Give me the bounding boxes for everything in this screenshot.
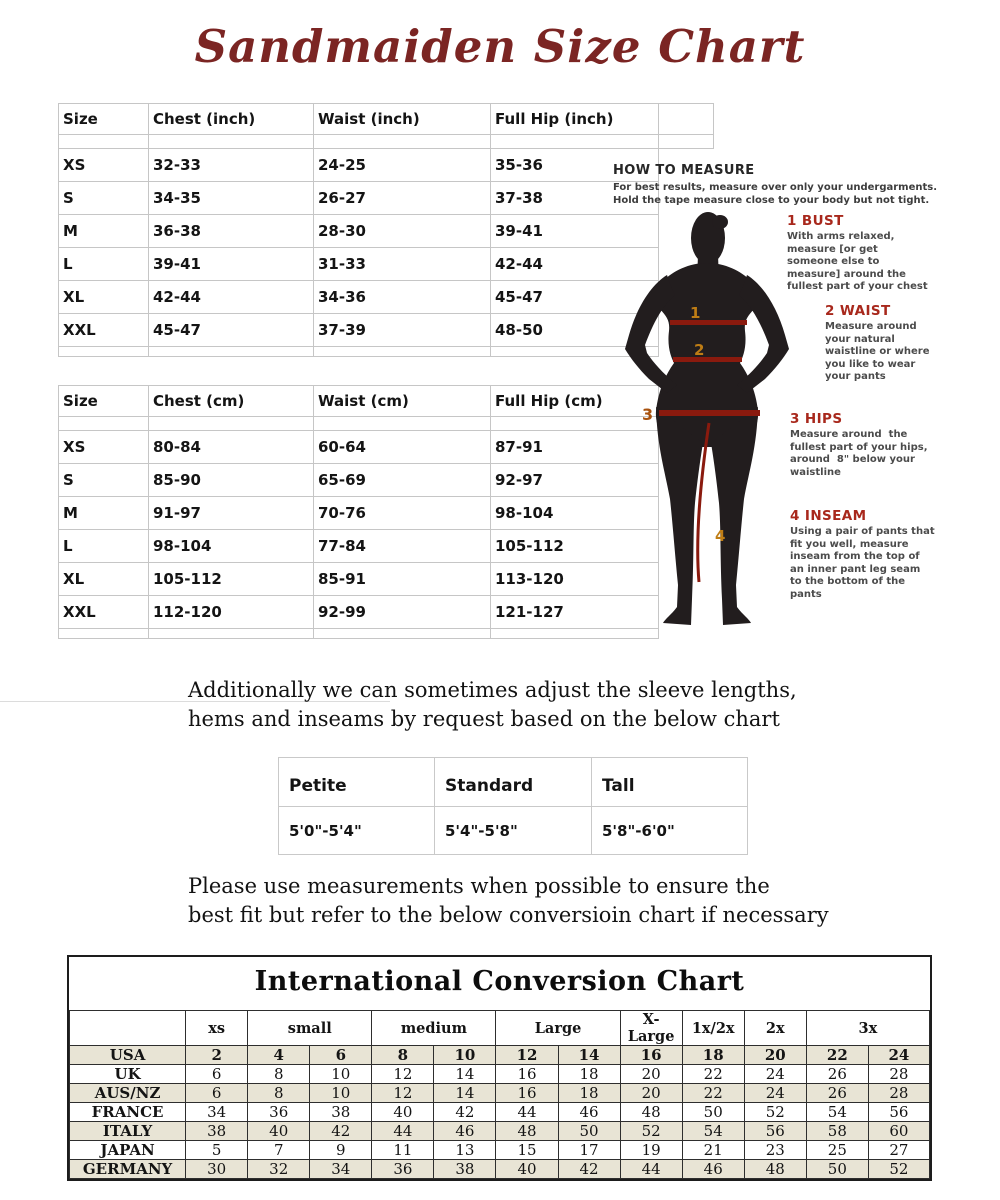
size-value-cell: 18: [558, 1084, 620, 1103]
country-label: ITALY: [70, 1122, 186, 1141]
size-value-cell: 16: [620, 1046, 682, 1065]
size-value-cell: 38: [310, 1103, 372, 1122]
step-name: BUST: [801, 213, 844, 229]
step-number: 2: [825, 303, 835, 319]
spacer-cell: [59, 347, 149, 357]
size-value-cell: 54: [682, 1122, 744, 1141]
text-line: Using a pair of pants that: [790, 526, 935, 537]
column-header: Waist (inch): [314, 104, 491, 135]
text-line: fullest part of your chest: [787, 281, 928, 292]
header-row: [59, 104, 714, 135]
size-group-header: 1x/2x: [682, 1011, 744, 1046]
size-cell: 70-76: [314, 497, 491, 530]
text-line: inseam from the top of: [790, 551, 920, 562]
spacer-cell: [314, 629, 491, 639]
size-cell: 31-33: [314, 248, 491, 281]
size-cell: XS: [59, 431, 149, 464]
column-header: Chest (inch): [149, 104, 314, 135]
size-group-header: xs: [186, 1011, 248, 1046]
text-line: Hold the tape measure close to your body but not tight.: [613, 195, 930, 206]
step-inseam-text: [790, 526, 950, 601]
step-number: 1: [787, 213, 797, 229]
size-cell: S: [59, 464, 149, 497]
size-value-cell: 10: [434, 1046, 496, 1065]
size-value-cell: 14: [434, 1084, 496, 1103]
size-value-cell: 7: [248, 1141, 310, 1160]
column-header: Size: [59, 104, 149, 135]
size-value-cell: 18: [682, 1046, 744, 1065]
size-value-cell: 32: [248, 1160, 310, 1179]
height-row: [279, 807, 748, 855]
step-waist-text: [825, 321, 985, 384]
text-line: hems and inseams by request based on the below chart: [188, 707, 780, 731]
text-line: Measure around: [825, 321, 917, 332]
step-waist: [825, 303, 985, 384]
size-cell: XXL: [59, 596, 149, 629]
spacer-cell: [59, 629, 149, 639]
hip-measure-line: [659, 410, 760, 416]
size-value-cell: 52: [620, 1122, 682, 1141]
size-cell: 92-99: [314, 596, 491, 629]
spacer-cell: [314, 347, 491, 357]
size-value-cell: 38: [434, 1160, 496, 1179]
size-cell: S: [59, 182, 149, 215]
size-value-cell: 60: [868, 1122, 929, 1141]
height-range-table: [278, 757, 748, 855]
height-cell: 5'8"-6'0": [592, 807, 748, 855]
size-value-cell: 22: [682, 1065, 744, 1084]
text-line: Additionally we can sometimes adjust the sleeve lengths,: [188, 678, 797, 702]
country-row: [70, 1046, 930, 1065]
country-row: [70, 1065, 930, 1084]
size-cell: 24-25: [314, 149, 491, 182]
spacer-cell: [59, 417, 149, 431]
step-name: WAIST: [839, 303, 891, 319]
size-value-cell: 46: [558, 1103, 620, 1122]
size-value-cell: 9: [310, 1141, 372, 1160]
size-cell: 77-84: [314, 530, 491, 563]
text-line: an inner pant leg seam: [790, 563, 921, 575]
size-value-cell: 50: [682, 1103, 744, 1122]
size-value-cell: 20: [620, 1065, 682, 1084]
size-cell: 113-120: [491, 563, 659, 596]
size-value-cell: 28: [868, 1065, 929, 1084]
text-line: Measure around the: [790, 429, 908, 440]
size-value-cell: 10: [310, 1065, 372, 1084]
size-group-header: Large: [496, 1011, 620, 1046]
size-value-cell: 14: [434, 1065, 496, 1084]
how-to-measure-intro: [613, 181, 998, 207]
country-label: GERMANY: [70, 1160, 186, 1179]
country-label: FRANCE: [70, 1103, 186, 1122]
spacer-cell: [59, 135, 149, 149]
text-line: to the bottom of the: [790, 576, 906, 587]
size-cell: 87-91: [491, 431, 659, 464]
header-row: [279, 758, 748, 807]
text-line: you like to wear: [825, 358, 916, 370]
size-value-cell: 27: [868, 1141, 929, 1160]
column-header: Tall: [592, 758, 748, 807]
text-line: your natural: [825, 333, 895, 345]
size-cell: 98-104: [149, 530, 314, 563]
size-value-cell: 20: [744, 1046, 806, 1065]
size-value-cell: 36: [372, 1160, 434, 1179]
size-value-cell: 56: [868, 1103, 929, 1122]
size-cell: 112-120: [149, 596, 314, 629]
size-cell: 35-36: [491, 149, 659, 182]
spacer-cell: [149, 417, 314, 431]
height-cell: 5'4"-5'8": [435, 807, 592, 855]
column-header: Waist (cm): [314, 386, 491, 417]
size-cell: M: [59, 215, 149, 248]
size-cell: XXL: [59, 314, 149, 347]
size-value-cell: 21: [682, 1141, 744, 1160]
spacer-cell: [149, 629, 314, 639]
size-value-cell: 6: [186, 1084, 248, 1103]
step-name: HIPS: [804, 411, 843, 427]
country-row: [70, 1122, 930, 1141]
size-value-cell: 50: [558, 1122, 620, 1141]
size-group-header: small: [248, 1011, 372, 1046]
country-row: [70, 1103, 930, 1122]
size-value-cell: 22: [806, 1046, 868, 1065]
size-value-cell: 44: [620, 1160, 682, 1179]
size-cell: 32-33: [149, 149, 314, 182]
text-line: your pants: [825, 371, 886, 382]
text-line: Please use measurements when possible to ensure the: [188, 874, 770, 898]
size-value-cell: 14: [558, 1046, 620, 1065]
step-bust-heading: [787, 213, 947, 229]
size-value-cell: 12: [496, 1046, 558, 1065]
size-cell: 26-27: [314, 182, 491, 215]
size-value-cell: 48: [496, 1122, 558, 1141]
size-value-cell: 24: [744, 1084, 806, 1103]
size-value-cell: 34: [310, 1160, 372, 1179]
size-cell: 91-97: [149, 497, 314, 530]
conversion-table: [69, 1010, 930, 1179]
size-cell: 85-90: [149, 464, 314, 497]
step-bust-text: [787, 231, 947, 294]
column-header: Size: [59, 386, 149, 417]
spacer-cell: [314, 417, 491, 431]
size-cell: XS: [59, 149, 149, 182]
size-cell: 37-38: [491, 182, 659, 215]
size-value-cell: 23: [744, 1141, 806, 1160]
size-cell: 121-127: [491, 596, 659, 629]
size-value-cell: 30: [186, 1160, 248, 1179]
column-header: [659, 104, 714, 135]
size-value-cell: 5: [186, 1141, 248, 1160]
conversion-chart-title: International Conversion Chart: [254, 966, 745, 997]
country-row: [70, 1141, 930, 1160]
size-value-cell: 28: [868, 1084, 929, 1103]
size-cell: 42-44: [149, 281, 314, 314]
size-cell: L: [59, 530, 149, 563]
international-conversion-chart: [67, 955, 932, 1181]
spacer-row: [59, 135, 714, 149]
size-value-cell: 36: [248, 1103, 310, 1122]
size-value-cell: 20: [620, 1084, 682, 1103]
how-to-measure-panel: [613, 163, 998, 648]
how-to-measure-title: HOW TO MEASURE: [613, 163, 755, 178]
hip-marker: 3: [642, 405, 654, 424]
size-value-cell: 16: [496, 1084, 558, 1103]
size-value-cell: 19: [620, 1141, 682, 1160]
bust-marker: 1: [690, 304, 701, 322]
size-cell: 98-104: [491, 497, 659, 530]
note-adjustments: [188, 676, 797, 734]
size-group-header: 2x: [744, 1011, 806, 1046]
spacer-cell: [659, 135, 714, 149]
size-value-cell: 48: [620, 1103, 682, 1122]
text-line: measure [or get: [787, 243, 878, 255]
spacer-cell: [491, 135, 659, 149]
step-number: 3: [790, 411, 800, 427]
size-value-cell: 48: [744, 1160, 806, 1179]
size-value-cell: 4: [248, 1046, 310, 1065]
size-value-cell: 12: [372, 1065, 434, 1084]
spacer-cell: [149, 135, 314, 149]
group-header-row: [70, 1011, 930, 1046]
column-header: Chest (cm): [149, 386, 314, 417]
step-hips-heading: [790, 411, 950, 427]
waist-measure-line: [673, 357, 742, 362]
size-value-cell: 18: [558, 1065, 620, 1084]
text-line: best fit but refer to the below conversioin chart if necessary: [188, 903, 829, 927]
step-name: INSEAM: [804, 508, 867, 524]
size-value-cell: 42: [434, 1103, 496, 1122]
size-value-cell: 17: [558, 1141, 620, 1160]
size-cell: 105-112: [491, 530, 659, 563]
step-hips: [790, 411, 950, 479]
size-group-header: X-Large: [620, 1011, 682, 1046]
size-cell: 60-64: [314, 431, 491, 464]
size-value-cell: 15: [496, 1141, 558, 1160]
text-line: someone else to: [787, 256, 880, 267]
text-line: measure] around the: [787, 268, 906, 280]
size-value-cell: 38: [186, 1122, 248, 1141]
text-line: fullest part of your hips,: [790, 441, 928, 453]
country-label: AUS/NZ: [70, 1084, 186, 1103]
step-inseam: [790, 508, 950, 601]
text-line: around 8" below your: [790, 454, 915, 465]
size-cell: 42-44: [491, 248, 659, 281]
text-line: For best results, measure over only your undergarments.: [613, 182, 938, 193]
size-value-cell: 26: [806, 1084, 868, 1103]
size-value-cell: 42: [558, 1160, 620, 1179]
spacer-cell: [314, 135, 491, 149]
note-measurements: [188, 872, 829, 930]
column-header: Full Hip (cm): [491, 386, 659, 417]
size-value-cell: 2: [186, 1046, 248, 1065]
size-group-header: 3x: [806, 1011, 929, 1046]
size-value-cell: 10: [310, 1084, 372, 1103]
size-value-cell: 50: [806, 1160, 868, 1179]
size-value-cell: 40: [248, 1122, 310, 1141]
size-value-cell: 44: [496, 1103, 558, 1122]
size-value-cell: 8: [372, 1046, 434, 1065]
size-cell: 48-50: [491, 314, 659, 347]
step-number: 4: [790, 508, 800, 524]
size-value-cell: 56: [744, 1122, 806, 1141]
size-value-cell: 52: [868, 1160, 929, 1179]
size-value-cell: 46: [682, 1160, 744, 1179]
size-cell: M: [59, 497, 149, 530]
country-row: [70, 1084, 930, 1103]
size-value-cell: 54: [806, 1103, 868, 1122]
size-cell: 34-35: [149, 182, 314, 215]
size-cell: XL: [59, 563, 149, 596]
size-cell: 65-69: [314, 464, 491, 497]
size-cell: 45-47: [491, 281, 659, 314]
size-cell: 80-84: [149, 431, 314, 464]
size-value-cell: 58: [806, 1122, 868, 1141]
size-cell: 28-30: [314, 215, 491, 248]
text-line: waistline: [790, 466, 841, 478]
step-bust: [787, 213, 947, 294]
size-value-cell: 40: [372, 1103, 434, 1122]
size-cell: 92-97: [491, 464, 659, 497]
size-value-cell: 8: [248, 1084, 310, 1103]
column-header: Full Hip (inch): [491, 104, 659, 135]
country-label: UK: [70, 1065, 186, 1084]
inseam-marker: 4: [715, 527, 726, 545]
page-title: Sandmaiden Size Chart: [194, 20, 806, 73]
height-cell: 5'0"-5'4": [279, 807, 435, 855]
size-cell: 45-47: [149, 314, 314, 347]
size-cell: 34-36: [314, 281, 491, 314]
spacer-cell: [149, 347, 314, 357]
waist-marker: 2: [694, 341, 705, 359]
text-line: fit you well, measure: [790, 538, 909, 550]
column-header: Standard: [435, 758, 592, 807]
size-value-cell: 12: [372, 1084, 434, 1103]
size-cell: 36-38: [149, 215, 314, 248]
size-value-cell: 11: [372, 1141, 434, 1160]
column-header: Petite: [279, 758, 435, 807]
size-value-cell: 26: [806, 1065, 868, 1084]
size-value-cell: 34: [186, 1103, 248, 1122]
size-value-cell: 13: [434, 1141, 496, 1160]
size-value-cell: 46: [434, 1122, 496, 1141]
size-cell: 105-112: [149, 563, 314, 596]
text-line: pants: [790, 588, 822, 600]
size-cell: L: [59, 248, 149, 281]
size-cell: XL: [59, 281, 149, 314]
size-value-cell: 42: [310, 1122, 372, 1141]
step-waist-heading: [825, 303, 985, 319]
size-value-cell: 52: [744, 1103, 806, 1122]
corner-cell: [70, 1011, 186, 1046]
size-value-cell: 22: [682, 1084, 744, 1103]
size-value-cell: 44: [372, 1122, 434, 1141]
size-value-cell: 6: [186, 1065, 248, 1084]
text-line: waistline or where: [825, 346, 930, 357]
size-value-cell: 8: [248, 1065, 310, 1084]
size-cell: 85-91: [314, 563, 491, 596]
body-silhouette-figure: [615, 207, 793, 632]
size-group-header: medium: [372, 1011, 496, 1046]
size-value-cell: 6: [310, 1046, 372, 1065]
text-line: With arms relaxed,: [787, 231, 895, 242]
size-value-cell: 40: [496, 1160, 558, 1179]
size-cell: 39-41: [491, 215, 659, 248]
size-value-cell: 16: [496, 1065, 558, 1084]
country-row: [70, 1160, 930, 1179]
country-label: JAPAN: [70, 1141, 186, 1160]
size-cell: 39-41: [149, 248, 314, 281]
bust-measure-line: [670, 320, 747, 325]
size-value-cell: 24: [868, 1046, 929, 1065]
step-hips-text: [790, 429, 950, 479]
country-label: USA: [70, 1046, 186, 1065]
size-cell: 37-39: [314, 314, 491, 347]
step-inseam-heading: [790, 508, 950, 524]
size-value-cell: 25: [806, 1141, 868, 1160]
size-value-cell: 24: [744, 1065, 806, 1084]
